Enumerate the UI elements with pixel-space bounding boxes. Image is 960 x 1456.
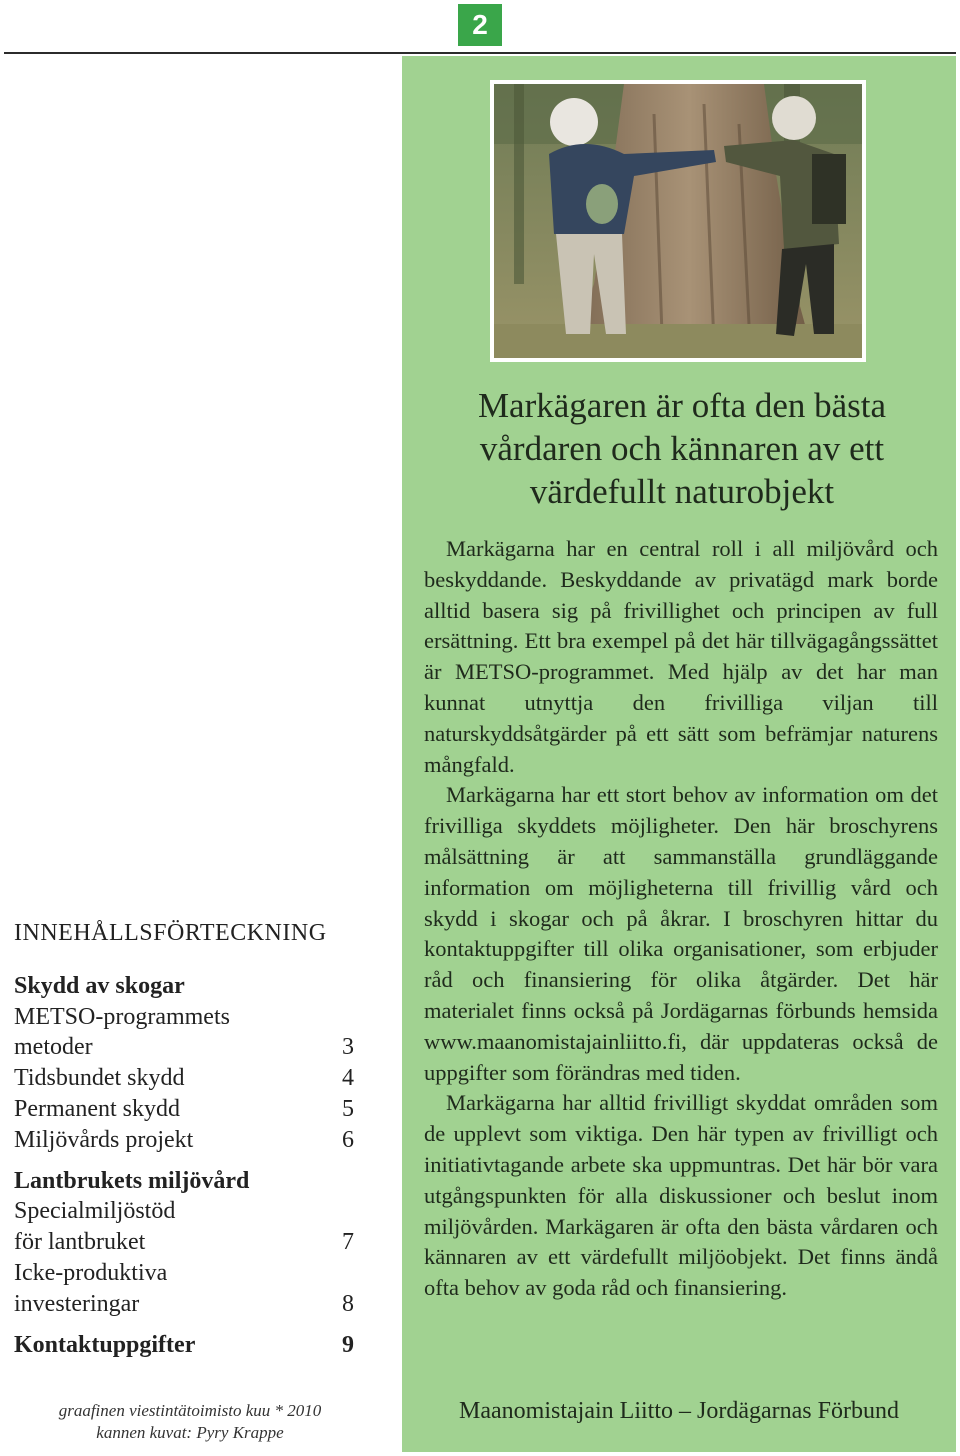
toc-page-number bbox=[324, 1166, 354, 1197]
credits-studio: graafinen viestintätoimisto kuu * 2010 bbox=[58, 1401, 322, 1420]
toc-section-title: Skydd av skogar bbox=[14, 972, 185, 999]
toc-page-number bbox=[324, 971, 354, 1002]
toc-item[interactable] bbox=[14, 1258, 354, 1289]
toc-item-label: investeringar bbox=[14, 1290, 140, 1317]
toc-item[interactable] bbox=[14, 1032, 354, 1063]
toc-item-label: metoder bbox=[14, 1034, 93, 1061]
toc-heading: INNEHÅLLSFÖRTECKNING bbox=[14, 920, 327, 946]
credits bbox=[20, 1400, 360, 1444]
toc-page-number: 5 bbox=[342, 1095, 354, 1122]
toc-page-number: 8 bbox=[342, 1290, 354, 1317]
article-body bbox=[424, 534, 938, 1304]
article-signature: Maanomistajain Liitto – Jordägarnas Förbund bbox=[459, 1398, 899, 1424]
header-rule bbox=[4, 52, 956, 54]
toc-item-label: METSO-programmets bbox=[14, 1003, 230, 1030]
toc-page-number bbox=[324, 1002, 354, 1033]
toc-page-number: 3 bbox=[342, 1034, 354, 1061]
toc-item[interactable] bbox=[14, 1063, 354, 1094]
article-panel bbox=[402, 56, 956, 1452]
table-of-contents bbox=[14, 918, 354, 1360]
toc-item-label: Specialmiljöstöd bbox=[14, 1198, 176, 1225]
toc-section-agriculture[interactable] bbox=[14, 1166, 354, 1197]
toc-item-label: Permanent skydd bbox=[14, 1095, 180, 1122]
article-paragraph: Markägarna har alltid frivilligt skyddat områden som de upplevt som viktiga. Den här typen av frivilligt och initiativtagande arbete ska uppmuntras. Det här bör vara utgångspunkten för alla diskussioner och beslut inom miljövården. Markägaren är ofta den bästa vårdaren och kännaren av ett värdefullt miljöobjekt. Det finns ändå ofta behov av goda råd och finansiering. bbox=[424, 1090, 938, 1301]
toc-page-number: 7 bbox=[342, 1229, 354, 1256]
page-number-badge: 2 bbox=[458, 4, 502, 46]
toc-item[interactable] bbox=[14, 1289, 354, 1320]
toc-item[interactable] bbox=[14, 1196, 354, 1227]
article-paragraph: Markägarna har ett stort behov av information om det frivilliga skyddets möjligheter. Den här broschyrens målsättning är att sammanställa grundläggande information om möjligheterna till frivillig vård och skydd i skogar och på åkrar. I broschyren hittar du kontaktuppgifter till olika organisationer, som erbjuder råd och finansiering för olika åtgärder. Det här materialet finns också på Jordägarnas förbunds hemsida www.maanomistajainliitto.fi, där uppdateras också de uppgifter som förändras med tiden. bbox=[424, 782, 938, 1085]
toc-section-contacts[interactable] bbox=[14, 1330, 354, 1361]
toc-item[interactable] bbox=[14, 1002, 354, 1033]
toc-page-number bbox=[324, 1196, 354, 1227]
toc-page-number bbox=[324, 1258, 354, 1289]
toc-item[interactable] bbox=[14, 1125, 354, 1156]
toc-section-title: Kontaktuppgifter bbox=[14, 1331, 196, 1358]
toc-section-title: Lantbrukets miljövård bbox=[14, 1167, 250, 1194]
toc-item-label: Icke-produktiva bbox=[14, 1259, 168, 1286]
toc-item[interactable] bbox=[14, 1094, 354, 1125]
toc-page-number: 4 bbox=[342, 1065, 354, 1092]
toc-page-number: 6 bbox=[342, 1126, 354, 1153]
toc-item-label: Miljövårds projekt bbox=[14, 1126, 194, 1153]
toc-item-label: Tidsbundet skydd bbox=[14, 1065, 185, 1092]
article-paragraph: Markägarna har en central roll i all miljövård och beskyddande. Beskyddande av privatägd mark borde alltid basera sig på frivillighet och principen av full ersättning. Ett bra exempel på det här tillvägagångssättet är METSO-programmet. Med hjälp av det har man kunnat utnyttja den frivilliga viljan till naturskyddsåtgärder på ett sätt som befrämjar naturens mångfald. bbox=[424, 536, 938, 777]
toc-item[interactable] bbox=[14, 1227, 354, 1258]
toc-section-forest[interactable] bbox=[14, 971, 354, 1002]
toc-page-number: 9 bbox=[342, 1331, 354, 1358]
toc-item-label: för lantbruket bbox=[14, 1229, 146, 1256]
credits-photographer: kannen kuvat: Pyry Krappe bbox=[96, 1423, 284, 1442]
article-headline: Markägaren är ofta den bästa vårdaren och kännaren av ett värdefullt naturobjekt bbox=[477, 386, 887, 511]
cover-photo bbox=[490, 80, 866, 362]
